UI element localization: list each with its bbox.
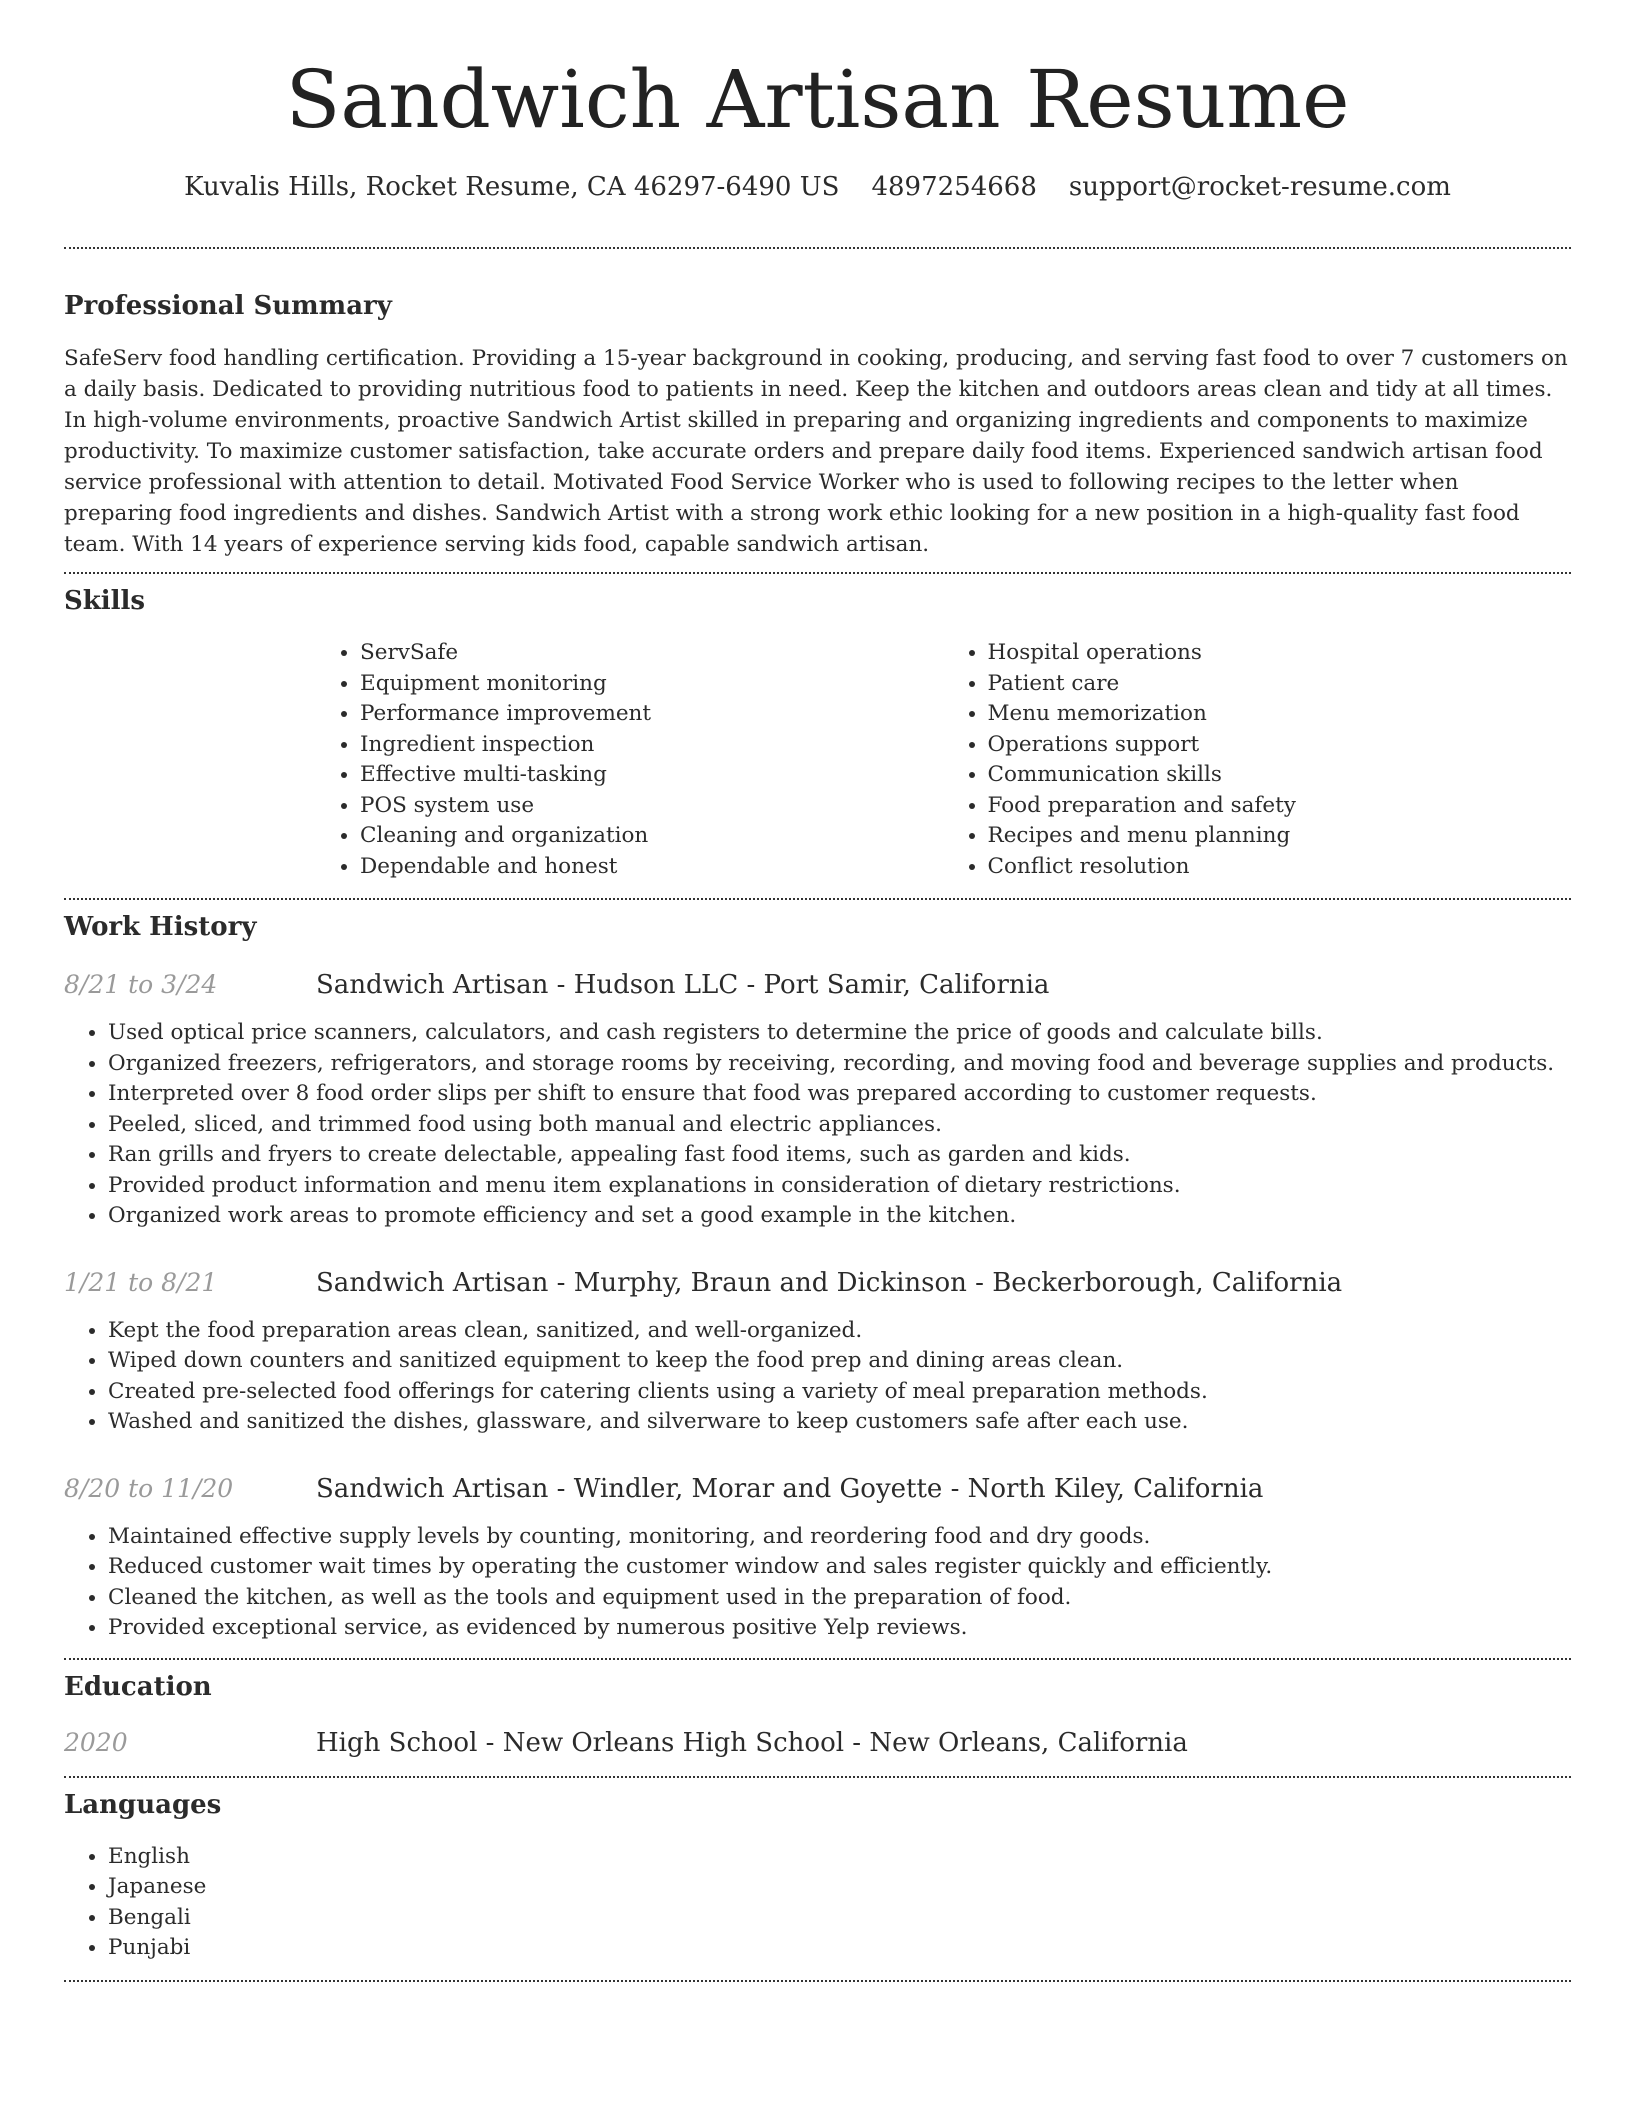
skill-item: • Ingredient inspection — [360, 730, 944, 761]
skill-item: • Hospital operations — [988, 638, 1572, 669]
job-entry — [64, 1266, 1571, 1438]
skill-item: • Conflict resolution — [988, 852, 1572, 883]
job-dates: 1/21 to 8/21 — [64, 1267, 218, 1297]
resume-title: Sandwich Artisan Resume — [285, 53, 1350, 146]
duty-item: • Reduced customer wait times by operating the customer window and sales register quickly and efficiently. — [108, 1552, 1571, 1583]
job-title: Sandwich Artisan - Windler, Morar and Goyette - North Kiley, California — [316, 1473, 1264, 1504]
job-duties — [64, 1018, 1571, 1232]
skill-item: • Effective multi-tasking — [360, 760, 944, 791]
divider — [64, 1776, 1571, 1778]
education-year: 2020 — [64, 1727, 128, 1757]
skills-column-right — [944, 638, 1572, 882]
skill-item: • Communication skills — [988, 760, 1572, 791]
language-item: • English — [108, 1842, 1571, 1873]
duty-item: • Organized freezers, refrigerators, and storage rooms by receiving, recording, and moving food and beverage supplies and products. — [108, 1049, 1571, 1080]
skill-item: • Dependable and honest — [360, 852, 944, 883]
skills-column-left — [316, 638, 944, 882]
duty-item: • Interpreted over 8 food order slips per shift to ensure that food was prepared according to customer requests. — [108, 1079, 1571, 1110]
section-heading-skills: Skills — [64, 586, 146, 616]
duty-item: • Provided exceptional service, as evidenced by numerous positive Yelp reviews. — [108, 1613, 1571, 1644]
skill-item: • Recipes and menu planning — [988, 821, 1572, 852]
divider — [64, 1658, 1571, 1660]
job-header — [64, 968, 1571, 1002]
job-title: Sandwich Artisan - Murphy, Braun and Dickinson - Beckerborough, California — [316, 1267, 1343, 1298]
language-item: • Japanese — [108, 1872, 1571, 1903]
skill-item: • Menu memorization — [988, 699, 1572, 730]
section-heading-work: Work History — [64, 912, 257, 942]
skill-item: • Food preparation and safety — [988, 791, 1572, 822]
skills-list — [316, 638, 1571, 882]
summary-text: SafeServ food handling certification. Providing a 15-year background in cooking, producing, and serving fast food to over 7 customers on a daily basis. Dedicated to providing nutritious food to patients in need. Keep the kitchen and outdoors areas clean and tidy at all times. In high-volume environments, proactive Sandwich Artist skilled in preparing and organizing ingredients and components to maximize productivity. To maximize customer satisfaction, take accurate orders and prepare daily food items. Experienced sandwich artisan food service professional with attention to detail. Motivated Food Service Worker who is used to following recipes to the letter when preparing food ingredients and dishes. Sandwich Artist with a strong work ethic looking for a new position in a high-quality fast food team. With 14 years of experience serving kids food, capable sandwich artisan. — [64, 346, 1568, 557]
duty-item: • Washed and sanitized the dishes, glassware, and silverware to keep customers safe after each use. — [108, 1407, 1571, 1438]
skill-item: • Performance improvement — [360, 699, 944, 730]
job-header — [64, 1472, 1571, 1506]
job-entry — [64, 1472, 1571, 1644]
duty-item: • Cleaned the kitchen, as well as the tools and equipment used in the preparation of food. — [108, 1583, 1571, 1614]
duty-item: • Provided product information and menu item explanations in consideration of dietary restrictions. — [108, 1171, 1571, 1202]
education-entry — [64, 1726, 1571, 1760]
skill-item: • Equipment monitoring — [360, 669, 944, 700]
language-item: • Bengali — [108, 1903, 1571, 1934]
job-entry — [64, 968, 1571, 1232]
skill-item: • Operations support — [988, 730, 1572, 761]
contact-phone: 4897254668 — [871, 172, 1037, 202]
duty-item: • Used optical price scanners, calculators, and cash registers to determine the price of goods and calculate bills. — [108, 1018, 1571, 1049]
job-header — [64, 1266, 1571, 1300]
job-duties — [64, 1522, 1571, 1644]
job-dates: 8/20 to 11/20 — [64, 1473, 234, 1503]
skill-item: • Cleaning and organization — [360, 821, 944, 852]
education-school: High School - New Orleans High School - New Orleans, California — [316, 1727, 1188, 1758]
resume-page — [64, 0, 1571, 1982]
divider — [64, 247, 1571, 249]
job-duties — [64, 1316, 1571, 1438]
contact-line — [64, 170, 1571, 204]
skill-item: • ServSafe — [360, 638, 944, 669]
duty-item: • Created pre-selected food offerings for catering clients using a variety of meal preparation methods. — [108, 1377, 1571, 1408]
divider — [64, 898, 1571, 900]
skill-item: • Patient care — [988, 669, 1572, 700]
duty-item: • Ran grills and fryers to create delectable, appealing fast food items, such as garden and kids. — [108, 1140, 1571, 1171]
section-heading-summary: Professional Summary — [64, 291, 392, 321]
section-heading-education: Education — [64, 1671, 212, 1702]
duty-item: • Maintained effective supply levels by counting, monitoring, and reordering food and dry goods. — [108, 1522, 1571, 1553]
contact-address: Kuvalis Hills, Rocket Resume, CA 46297-6490 US — [184, 172, 840, 202]
duty-item: • Peeled, sliced, and trimmed food using both manual and electric appliances. — [108, 1110, 1571, 1141]
job-dates: 8/21 to 3/24 — [64, 970, 218, 999]
divider — [64, 1980, 1571, 1982]
skill-item: • POS system use — [360, 791, 944, 822]
languages-list — [64, 1842, 1571, 1964]
duty-item: • Kept the food preparation areas clean, sanitized, and well-organized. — [108, 1316, 1571, 1347]
duty-item: • Wiped down counters and sanitized equipment to keep the food prep and dining areas clean. — [108, 1346, 1571, 1377]
job-title: Sandwich Artisan - Hudson LLC - Port Samir, California — [316, 970, 1050, 1000]
contact-email: support@rocket-resume.com — [1068, 172, 1451, 202]
section-heading-languages: Languages — [64, 1789, 222, 1820]
language-item: • Punjabi — [108, 1933, 1571, 1964]
divider — [64, 572, 1571, 574]
duty-item: • Organized work areas to promote efficiency and set a good example in the kitchen. — [108, 1201, 1571, 1232]
